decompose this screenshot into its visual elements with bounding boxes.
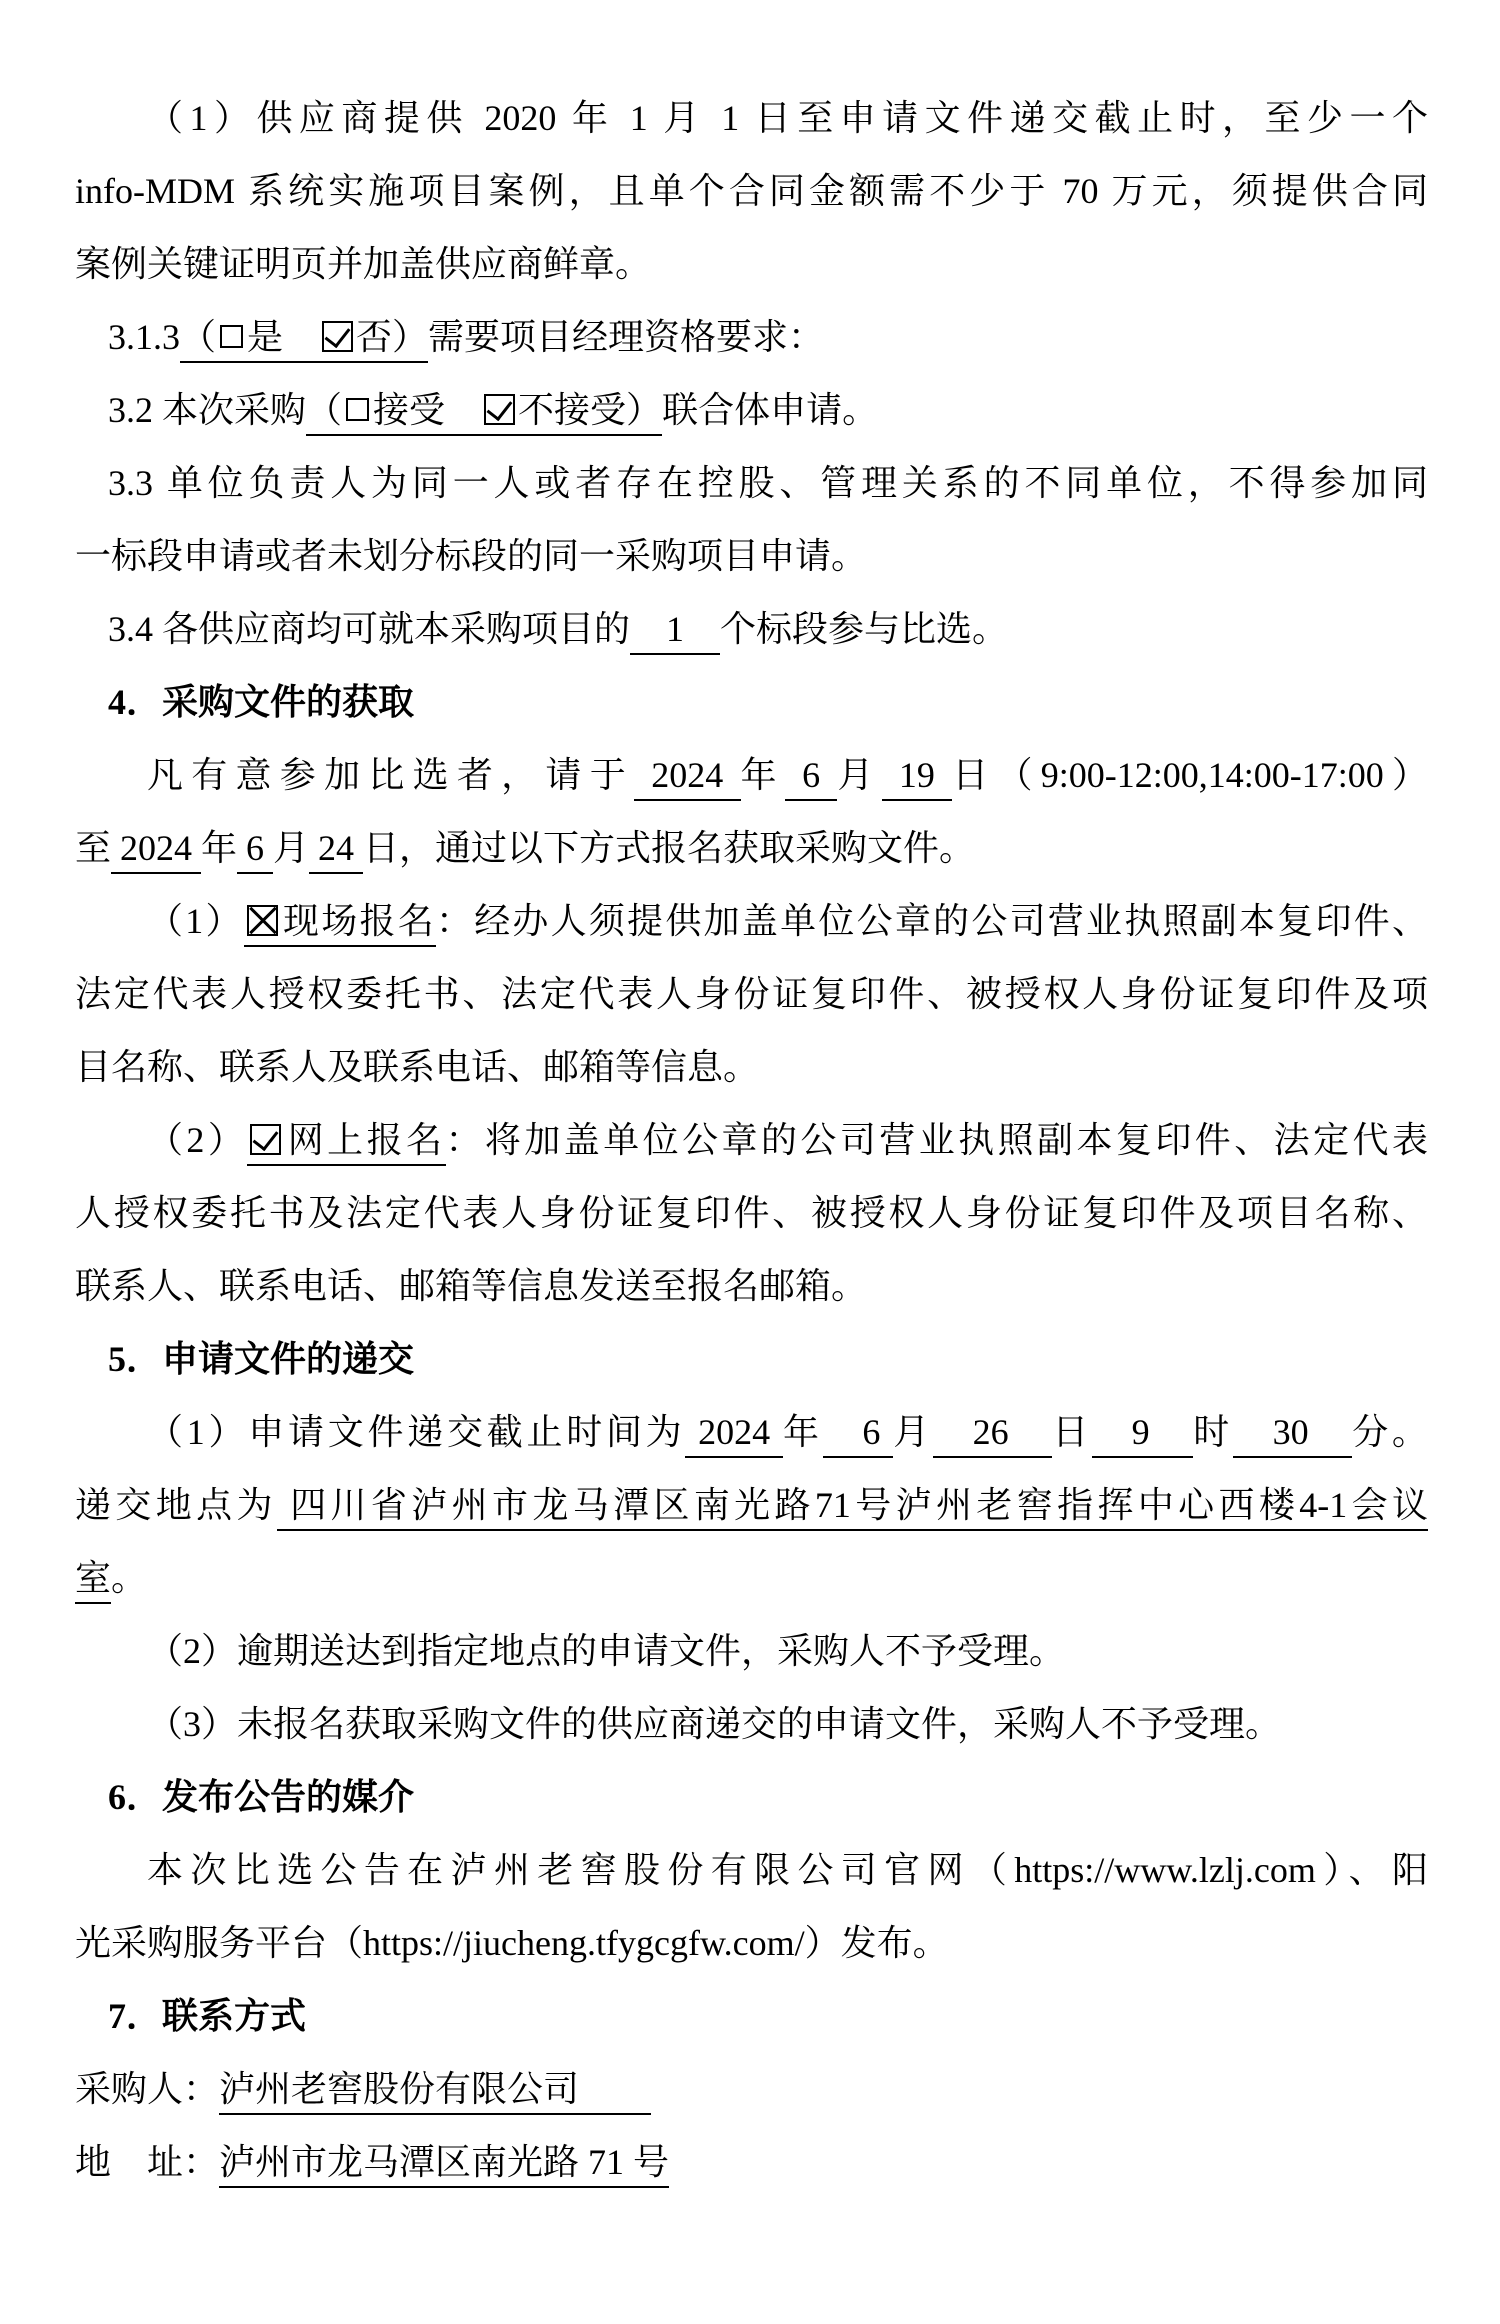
document-body (75, 82, 1428, 2199)
text-run: 年 (740, 755, 785, 795)
text-run: ：经办人须提供加盖单位公章的公司营业执照副本复印件、 (435, 901, 1428, 941)
underline-segment (111, 828, 201, 874)
text-run: 时 (1193, 1412, 1233, 1452)
underline-segment (634, 755, 741, 801)
text-run: （ (180, 317, 217, 357)
text-run: ：将加盖单位公章的公司营业执照副本复印件、法定代表 (445, 1120, 1428, 1160)
text-run: 至 (75, 828, 112, 868)
text-run: 月 (273, 828, 310, 868)
text-run: 6 (237, 828, 274, 868)
text-run: 需要项目经理资格要求： (428, 317, 825, 357)
text-run: 案例关键证明页并加盖供应商鲜章。 (75, 244, 652, 284)
text-run: 泸州老窖股份有限公司 (219, 2069, 652, 2109)
text-run: 6 (784, 755, 838, 795)
checkbox-checked-icon (484, 394, 515, 425)
para-deadline-line2 (75, 1469, 1428, 1542)
underline-segment (219, 2069, 651, 2115)
heading-6-announcement-media (75, 1761, 1428, 1834)
underline-segment (247, 1120, 445, 1166)
text-run: 日（9:00-12:00,14:00-17:00） (952, 755, 1428, 795)
text-run: info-MDM 系统实施项目案例，且单个合同金额需不少于 70 万元，须提供合同 (75, 171, 1428, 211)
text-run: （2）逾期送达到指定地点的申请文件，采购人不予受理。 (147, 1631, 1066, 1671)
para-online-registration-line2 (75, 1177, 1428, 1250)
underline-segment (823, 1412, 894, 1458)
item-3-4-lots (75, 593, 1428, 666)
text-run: 联系人、联系电话、邮箱等信息发送至报名邮箱。 (75, 1266, 868, 1306)
para-deadline-line3 (75, 1542, 1428, 1615)
item-3-3-same-entity-line2 (75, 520, 1428, 593)
text-run: 凡有意参加比选者，请于 (147, 755, 634, 795)
text-run: 分。 (1352, 1412, 1428, 1452)
text-run: 26 (932, 1412, 1053, 1452)
checkbox-checked-icon (250, 1124, 281, 1155)
para-announcement-line2 (75, 1907, 1428, 1980)
text-run: 个标段参与比选。 (720, 609, 1009, 649)
text-run: 目名称、联系人及联系电话、邮箱等信息。 (75, 1047, 760, 1087)
text-run: 人授权委托书及法定代表人身份证复印件、被授权人身份证复印件及项目名称、 (75, 1193, 1428, 1233)
text-run: （1）供应商提供 2020 年 1 月 1 日至申请文件递交截止时，至少一个 (147, 98, 1428, 138)
text-run: 19 (881, 755, 953, 795)
text-run: 6 (822, 1412, 894, 1452)
text-run: 是 (247, 317, 320, 357)
text-run: 3.4 各供应商均可就本采购项目的 (108, 609, 631, 649)
item-3-2-consortium (75, 374, 1428, 447)
text-run: 联合体申请。 (662, 390, 879, 430)
para-purchaser (75, 2053, 1428, 2126)
checkbox-checked-icon (322, 321, 353, 352)
para-address (75, 2126, 1428, 2199)
para-registration-period-line1 (75, 739, 1428, 812)
text-run: 。 (111, 1558, 148, 1598)
underline-segment (237, 828, 273, 874)
text-run: 1 (630, 609, 721, 649)
text-run: 泸州市龙马潭区南光路 71 号 (219, 2142, 670, 2182)
text-run: 年 (782, 1412, 823, 1452)
underline-segment (75, 1558, 111, 1604)
underline-segment (219, 2142, 669, 2188)
text-run: 地 址： (75, 2142, 220, 2182)
text-run: 6．发布公告的媒介 (108, 1777, 415, 1817)
underline-segment (630, 609, 720, 655)
heading-5-submission (75, 1323, 1428, 1396)
para-onsite-registration-line1 (75, 885, 1428, 958)
text-run: 5．申请文件的递交 (108, 1339, 415, 1379)
text-run: 月 (837, 755, 882, 795)
para-onsite-registration-line2 (75, 958, 1428, 1031)
item-3-1-3-pm-qualification (75, 301, 1428, 374)
item-3-3-same-entity-line1 (75, 447, 1428, 520)
underline-segment (882, 755, 953, 801)
text-run: （1） (147, 901, 244, 941)
heading-4-obtain-documents (75, 666, 1428, 739)
text-run: 网上报名 (284, 1120, 446, 1160)
text-run: 24 (309, 828, 364, 868)
text-run: 2024 (633, 755, 741, 795)
para-late-submission (75, 1615, 1428, 1688)
text-run: （ (306, 390, 343, 430)
text-run: 不接受） (518, 390, 663, 430)
text-run: 2024 (111, 828, 202, 868)
underline-segment (244, 901, 436, 947)
text-run: 月 (893, 1412, 933, 1452)
underline-segment (785, 755, 838, 801)
underline-segment (306, 390, 662, 436)
underline-segment (1233, 1412, 1352, 1458)
text-run: 一标段申请或者未划分标段的同一采购项目申请。 (75, 536, 868, 576)
underline-segment (933, 1412, 1052, 1458)
text-run: 递交地点为 (75, 1485, 277, 1525)
text-run: （2） (147, 1120, 248, 1160)
text-run: 30 (1232, 1412, 1353, 1452)
underline-segment (685, 1412, 783, 1458)
text-run: 室 (75, 1558, 112, 1598)
text-run: 7．联系方式 (108, 1996, 307, 2036)
underline-segment (1092, 1412, 1193, 1458)
text-run: 3.2 本次采购 (108, 390, 307, 430)
checkbox-unchecked-icon (346, 398, 369, 421)
text-run: 3.3 单位负责人为同一人或者存在控股、管理关系的不同单位，不得参加同 (108, 463, 1428, 503)
text-run: 否） (356, 317, 429, 357)
text-run: 9 (1091, 1412, 1194, 1452)
text-run: 年 (201, 828, 238, 868)
underline-segment (180, 317, 428, 363)
checkbox-unchecked-icon (220, 325, 243, 348)
text-run: 3.1.3 (108, 317, 180, 357)
para-registration-period-line2 (75, 812, 1428, 885)
text-run: 现场报名 (280, 901, 436, 941)
text-run: 采购人： (75, 2069, 220, 2109)
heading-7-contact (75, 1980, 1428, 2053)
text-run: 本次比选公告在泸州老窖股份有限公司官网（https://www.lzlj.com）、阳 (147, 1850, 1428, 1890)
text-run: 接受 (373, 390, 482, 430)
para-supplier-case-line3 (75, 228, 1428, 301)
text-run: 2024 (685, 1412, 783, 1452)
text-run: 四川省泸州市龙马潭区南光路71号泸州老窖指挥中心西楼4-1会议 (276, 1485, 1428, 1525)
para-announcement-line1 (75, 1834, 1428, 1907)
para-unregistered-submission (75, 1688, 1428, 1761)
text-run: 光采购服务平台（https://jiucheng.tfygcgfw.com/）发布。 (75, 1923, 949, 1963)
para-supplier-case-line1 (75, 82, 1428, 155)
para-onsite-registration-line3 (75, 1031, 1428, 1104)
checkbox-x-icon (247, 905, 278, 936)
text-run: 法定代表人授权委托书、法定代表人身份证复印件、被授权人身份证复印件及项 (75, 974, 1428, 1014)
underline-segment (277, 1485, 1428, 1531)
underline-segment (309, 828, 363, 874)
para-online-registration-line1 (75, 1104, 1428, 1177)
text-run: 日，通过以下方式报名获取采购文件。 (363, 828, 976, 868)
text-run: （3）未报名获取采购文件的供应商递交的申请文件，采购人不予受理。 (147, 1704, 1282, 1744)
para-supplier-case-line2 (75, 155, 1428, 228)
text-run: 日 (1052, 1412, 1092, 1452)
para-deadline-line1 (75, 1396, 1428, 1469)
para-online-registration-line3 (75, 1250, 1428, 1323)
text-run: （1）申请文件递交截止时间为 (147, 1412, 686, 1452)
text-run: 4．采购文件的获取 (108, 682, 415, 722)
